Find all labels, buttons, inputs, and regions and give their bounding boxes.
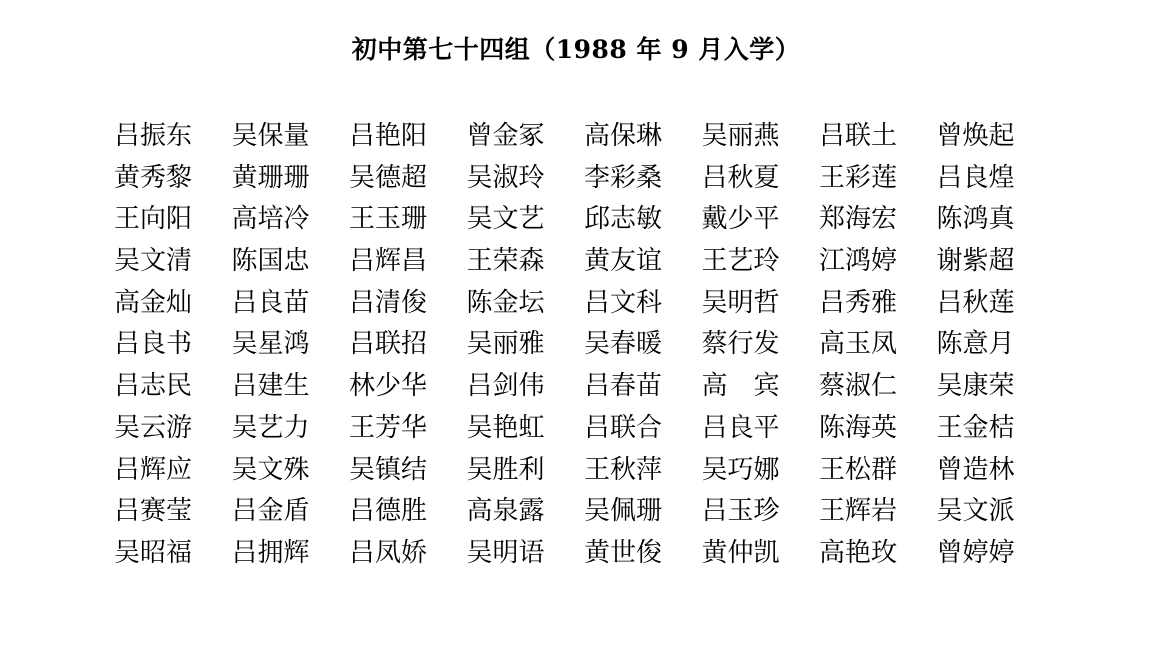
student-name: 吴文殊 [231,454,310,485]
student-name: 谢紫超 [936,246,1015,277]
student-name: 邱志敏 [584,204,663,235]
student-name: 王金桔 [936,412,1015,443]
student-name: 陈海英 [819,412,898,443]
page-title: 初中第七十四组（1988 年 9 月入学） [351,35,801,64]
student-name: 吴明哲 [701,287,780,318]
student-name: 吴德超 [349,162,428,193]
student-name: 王松群 [819,454,898,485]
student-name: 黄仲凯 [701,537,780,568]
student-name: 王玉珊 [349,204,428,235]
student-name: 吕艳阳 [349,121,428,151]
student-name: 吕凤娇 [349,537,428,568]
student-name: 吴胜利 [466,454,545,485]
student-name: 吕秀雅 [819,287,898,318]
student-name: 吕联土 [819,121,898,151]
student-name: 曾金冢 [466,121,545,151]
student-name: 陈意月 [936,329,1015,360]
student-name: 吴艺力 [231,412,310,443]
student-name: 吴春暖 [584,329,663,360]
student-name: 吕拥辉 [231,537,310,568]
student-name: 曾焕起 [936,121,1015,151]
student-name: 吕建生 [231,371,310,402]
student-name: 吴文派 [936,496,1015,527]
student-name: 吴镇结 [349,454,428,485]
name-list [114,116,1054,575]
student-name: 吴文艺 [466,204,545,235]
student-name: 吕玉珍 [701,496,780,527]
student-name: 吕文科 [584,287,663,318]
student-name: 王向阳 [114,204,193,235]
student-name: 吴丽雅 [466,329,545,360]
student-name: 戴少平 [701,204,780,235]
student-name: 吴艳虹 [466,412,545,443]
student-name: 陈国忠 [231,246,310,277]
student-name: 吴康荣 [936,371,1015,402]
student-name: 黄秀黎 [114,162,193,193]
student-name: 吕春苗 [584,371,663,402]
student-name: 高 宾 [701,371,780,402]
student-name: 江鸿婷 [819,246,898,277]
student-name: 吴星鸿 [231,329,310,360]
student-name: 蔡淑仁 [819,371,898,402]
student-name: 王艺玲 [701,246,780,277]
student-name: 吕志民 [114,371,193,402]
student-name: 吕赛莹 [114,496,193,527]
student-name: 吕振东 [114,121,193,151]
student-name: 王彩莲 [819,162,898,193]
student-name: 林少华 [349,371,428,402]
student-name: 吕良煌 [936,162,1015,193]
student-name: 曾婷婷 [936,537,1015,568]
student-name: 吕剑伟 [466,371,545,402]
student-name: 高保琳 [584,121,663,151]
student-name: 郑海宏 [819,204,898,235]
student-name: 王辉岩 [819,496,898,527]
student-name: 李彩桑 [584,162,663,193]
student-name: 吕良书 [114,329,193,360]
student-name: 吴保量 [231,121,310,151]
student-name: 吕联招 [349,329,428,360]
student-name: 吴淑玲 [466,162,545,193]
student-name: 吕良苗 [231,287,310,318]
student-name: 吕金盾 [231,496,310,527]
student-name: 高培冷 [231,204,310,235]
student-name: 吕辉应 [114,454,193,485]
student-name: 吴文清 [114,246,193,277]
student-name: 吕秋莲 [936,287,1015,318]
student-name: 吕清俊 [349,287,428,318]
student-name: 吴云游 [114,412,193,443]
student-name: 黄友谊 [584,246,663,277]
student-name: 王芳华 [349,412,428,443]
student-name: 黄珊珊 [231,162,310,193]
student-name: 吕秋夏 [701,162,780,193]
student-name: 吴巧娜 [701,454,780,485]
student-name: 吕辉昌 [349,246,428,277]
student-name: 王秋萍 [584,454,663,485]
student-name: 曾造林 [936,454,1015,485]
student-name: 高玉凤 [819,329,898,360]
student-name: 陈金坛 [466,287,545,318]
student-name: 吕德胜 [349,496,428,527]
student-name: 黄世俊 [584,537,663,568]
student-name: 吴昭福 [114,537,193,568]
student-name: 高泉露 [466,496,545,527]
student-name: 吕良平 [701,412,780,443]
student-name: 吴丽燕 [701,121,780,151]
student-name: 高金灿 [114,287,193,318]
student-name: 吴明语 [466,537,545,568]
student-name: 陈鸿真 [936,204,1015,235]
student-name: 高艳玫 [819,537,898,568]
student-name: 吕联合 [584,412,663,443]
student-name: 蔡行发 [701,329,780,360]
student-name: 吴佩珊 [584,496,663,527]
student-name: 王荣森 [466,246,545,277]
